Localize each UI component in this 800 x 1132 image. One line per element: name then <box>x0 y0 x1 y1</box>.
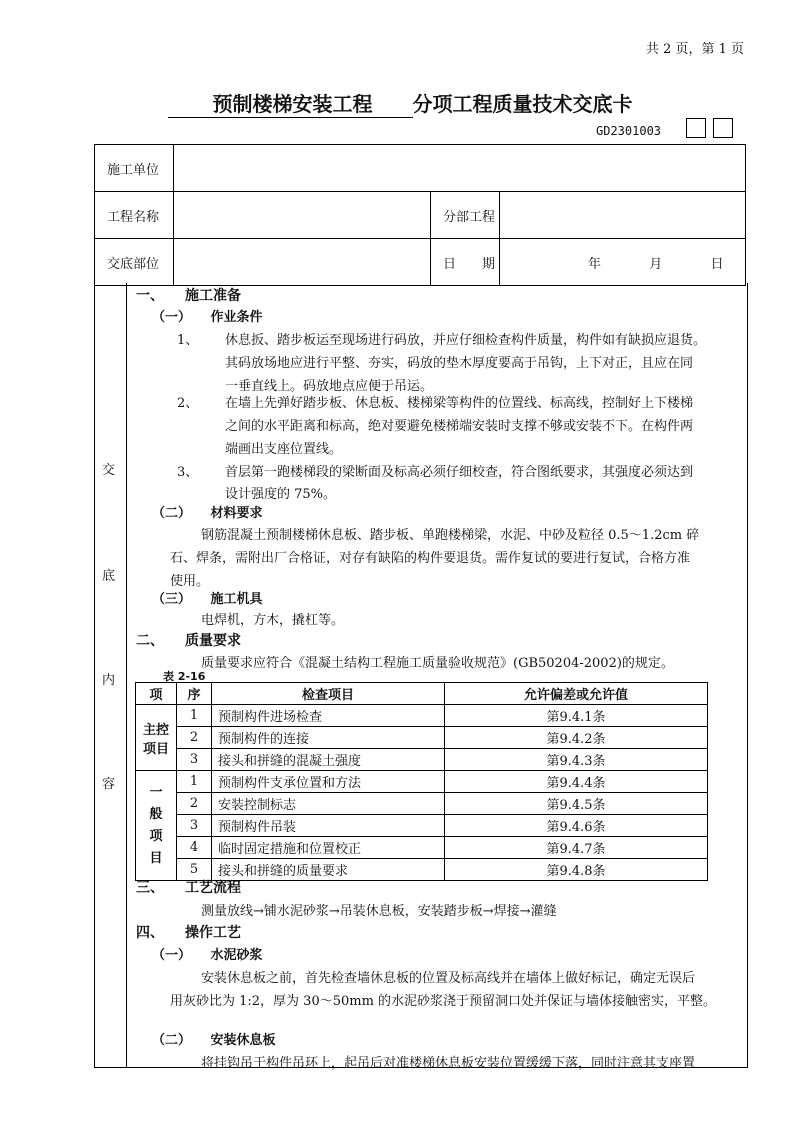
sec3-text: 测量放线→铺水泥砂浆→吊装休息板，安装踏步板→焊接→灌缝 <box>201 904 557 919</box>
row-no: 2 <box>177 793 212 815</box>
col-header-value: 允许偏差或允许值 <box>445 683 708 705</box>
sec4-sub2: （二） 安装休息板 <box>152 1033 276 1048</box>
unit-value[interactable] <box>174 145 746 192</box>
row-item: 预制构件进场检查 <box>212 705 445 727</box>
item3-line2: 设计强度的 75%。 <box>225 487 337 502</box>
materials-line1: 钢筋混凝土预制楼梯休息板、踏步板、单跑楼梯梁，水泥、中砂及粒径 0.5～1.2cm 碎 <box>201 528 700 543</box>
side-char-2: 底 <box>102 569 116 584</box>
item1-line1: 休息扳、踏步板运至现场进行码放，并应仔细检查构件质量，构件如有缺损应退货。 <box>225 333 707 348</box>
side-char-4: 容 <box>102 777 116 792</box>
checkbox-2[interactable] <box>713 118 733 138</box>
col-header-category: 项 <box>136 683 177 705</box>
sub-project-value[interactable] <box>500 192 746 239</box>
item1-line3: 一垂直线上。码放地点应便于吊运。 <box>225 379 434 394</box>
title-suffix: 分项工程质量技术交底卡 <box>412 92 633 116</box>
row-no: 5 <box>177 859 212 881</box>
page-title <box>0 88 800 118</box>
sub-project-label: 分部工程 <box>431 192 500 239</box>
sec1-title: 一、 施工准备 <box>136 288 241 304</box>
table-row <box>136 705 708 727</box>
date-value[interactable] <box>500 239 746 286</box>
row-no: 3 <box>177 815 212 837</box>
row-value: 第9.4.6条 <box>445 815 708 837</box>
table-row <box>136 815 708 837</box>
item2-line3: 端画出支座位置线。 <box>225 442 343 457</box>
row-value: 第9.4.2条 <box>445 727 708 749</box>
table-row <box>136 793 708 815</box>
form-code: GD2301003 <box>596 124 662 138</box>
unit-label: 施工单位 <box>95 145 174 192</box>
page-indicator: 共 2 页，第 1 页 <box>645 42 744 57</box>
sec1-sub1: （一） 作业条件 <box>152 310 263 325</box>
row-item: 预制构件吊装 <box>212 815 445 837</box>
sec4-p1-line1: 安装休息板之前，首先检查墙休息板的位置及标高线并在墙体上做好标记，确定无误后 <box>201 971 696 986</box>
row-no: 4 <box>177 837 212 859</box>
row-item: 临时固定措施和位置校正 <box>212 837 445 859</box>
materials-line2: 石、焊条，需附出厂合格证，对存有缺陷的构件要退货。需作复试的要进行复试，合格方准 <box>170 551 691 566</box>
side-label <box>94 283 127 1067</box>
row-item: 接头和拼缝的质量要求 <box>212 859 445 881</box>
month-label: 月 <box>649 256 663 272</box>
side-char-1: 交 <box>102 463 116 478</box>
sec1-sub3: （三） 施工机具 <box>152 592 263 607</box>
side-char-3: 内 <box>102 673 116 688</box>
tools-text: 电焊机，方木，撬杠等。 <box>201 613 345 628</box>
sec4-sub1: （一） 水泥砂浆 <box>152 948 263 963</box>
item2-line2: 之间的水平距离和标高，绝对要避免楼梯端安装时支撑不够或安装不下。在构件两 <box>225 419 694 434</box>
project-value[interactable] <box>174 192 431 239</box>
row-item: 预制构件支承位置和方法 <box>212 771 445 793</box>
item1-no: 1、 <box>177 333 199 348</box>
row-no: 3 <box>177 749 212 771</box>
table-row <box>136 749 708 771</box>
title-project: 预制楼梯安装工程 <box>168 88 413 118</box>
sec4-p2: 将挂钩吊于构件吊环上，起吊后对准楼梯休息板安装位置缓缓下落，同时注意其支座置 <box>201 1056 696 1071</box>
row-value: 第9.4.4条 <box>445 771 708 793</box>
item2-line1: 在墙上先弹好踏步板、休息板、楼梯梁等构件的位置线、标高线，控制好上下楼梯 <box>225 396 694 411</box>
row-value: 第9.4.8条 <box>445 859 708 881</box>
sec4-p1-line2: 用灰砂比为 1:2，厚为 30～50mm 的水泥砂浆浇于预留洞口处并保证与墙体接触密实，平整。 <box>170 994 717 1009</box>
row-no: 1 <box>177 771 212 793</box>
project-label: 工程名称 <box>95 192 174 239</box>
sec4-title: 四、 操作工艺 <box>136 925 241 941</box>
row-value: 第9.4.7条 <box>445 837 708 859</box>
table-row <box>136 727 708 749</box>
col-header-item: 检查项目 <box>212 683 445 705</box>
row-item: 安装控制标志 <box>212 793 445 815</box>
table-row <box>136 771 708 793</box>
part-value[interactable] <box>174 239 431 286</box>
year-label: 年 <box>588 256 602 272</box>
materials-line3: 使用。 <box>170 574 210 589</box>
row-value: 第9.4.1条 <box>445 705 708 727</box>
item3-no: 3、 <box>177 465 199 480</box>
item3-line1: 首层第一跑楼梯段的梁断面及标高必须仔细校查，符合图纸要求，其强度必须达到 <box>225 465 694 480</box>
day-label: 日 <box>710 256 724 272</box>
row-no: 1 <box>177 705 212 727</box>
row-value: 第9.4.5条 <box>445 793 708 815</box>
general-group-label: 一般项目 <box>136 771 177 881</box>
col-header-no: 序 <box>177 683 212 705</box>
check-table <box>135 682 708 881</box>
sec3-title: 三、 工艺流程 <box>136 880 241 896</box>
main-group-label: 主控项目 <box>136 705 177 771</box>
sec1-sub2: （二） 材料要求 <box>152 506 263 521</box>
item1-line2: 其码放场地应进行平整、夯实，码放的垫木厚度要高于吊钩，上下对正，且应在同 <box>225 356 694 371</box>
table-label: 表 2-16 <box>163 670 206 683</box>
header-table <box>94 144 746 286</box>
row-item: 预制构件的连接 <box>212 727 445 749</box>
checkbox-1[interactable] <box>686 118 706 138</box>
part-label: 交底部位 <box>95 239 174 286</box>
table-header-row <box>136 683 708 705</box>
date-label: 日 期 <box>431 239 500 286</box>
row-value: 第9.4.3条 <box>445 749 708 771</box>
item2-no: 2、 <box>177 396 199 411</box>
row-item: 接头和拼缝的混凝土强度 <box>212 749 445 771</box>
row-no: 2 <box>177 727 212 749</box>
sec2-text: 质量要求应符合《混凝土结构工程施工质量验收规范》(GB50204-2002)的规定。 <box>201 656 674 671</box>
table-row <box>136 837 708 859</box>
sec2-title: 二、 质量要求 <box>136 633 241 649</box>
